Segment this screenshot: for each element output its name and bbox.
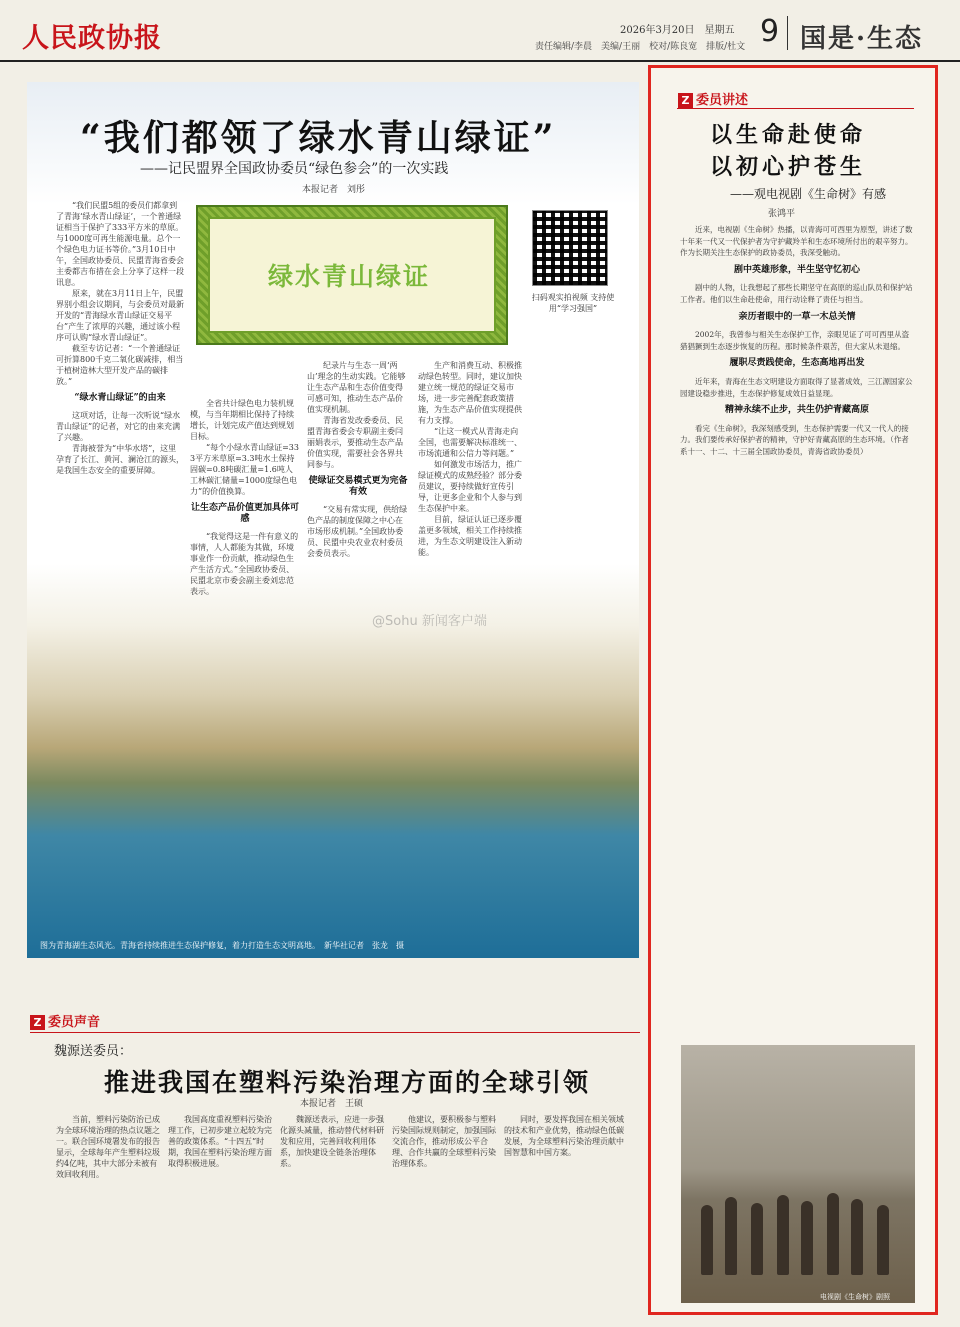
figure-silhouette bbox=[801, 1201, 813, 1275]
voice-column-1 bbox=[56, 1114, 160, 1322]
voice-column-2 bbox=[168, 1114, 272, 1322]
paragraph: 剧中的人物，让我想起了那些长期坚守在高原的巡山队员和保护站工作者。他们以生命赴使命，用行动诠释了责任与担当。 bbox=[680, 283, 913, 304]
masthead-divider bbox=[787, 16, 788, 50]
talk-tag-label: 委员讲述 bbox=[696, 93, 749, 108]
talk-section-tag bbox=[678, 89, 768, 107]
section-subhead: “绿水青山绿证”的由来 bbox=[74, 393, 166, 403]
paragraph: 如何激发市场活力，推广绿证模式的成熟经验？部分委员建议，要持续做好宣传引导，让更多企业和个人参与到生态保护中来。 bbox=[418, 460, 522, 513]
lead-column-1 bbox=[56, 200, 184, 705]
lead-byline: 本报记者 刘彤 bbox=[302, 185, 366, 195]
voice-column-3 bbox=[280, 1114, 384, 1322]
certificate-inner bbox=[208, 217, 496, 333]
lead-photo-caption: 图为青海湖生态风光。青海省持续推进生态保护修复，着力打造生态文明高地。 新华社记者 张龙 摄 bbox=[40, 941, 404, 950]
qr-code[interactable] bbox=[532, 210, 608, 286]
section-subhead: 使绿证交易模式更为完备有效 bbox=[308, 476, 408, 497]
voice-divider bbox=[30, 1032, 640, 1033]
certificate-text: 绿水青山绿证 bbox=[268, 262, 431, 291]
paragraph: 看完《生命树》，我深刻感受到，生态保护需要一代又一代人的接力。我们要传承好保护者的精神，守护好青藏高原的生态环境。（作者系十一、十二、十三届全国政协委员，青海省政协委员） bbox=[680, 423, 909, 456]
z-logo-icon: Z bbox=[30, 1015, 45, 1030]
section-subhead: 让生态产品价值更加具体可感 bbox=[190, 503, 299, 524]
talk-divider bbox=[677, 108, 914, 109]
paragraph: 近年来，青海在生态文明建设方面取得了显著成效，三江源国家公园建设稳步推进，生态保护修复成效日益显现。 bbox=[680, 376, 913, 398]
voice-headline: 推进我国在塑料污染治理方面的全球引领 bbox=[104, 1068, 591, 1097]
lead-subheadline: ——记民盟界全国政协委员“绿色参会”的一次实践 bbox=[140, 161, 449, 177]
paragraph: 生产和消费互动、积极推动绿色转型。同时，建议加快建立统一规范的绿证交易市场，进一步完善配套政策措施，为生态产品价值实现提供有力支撑。 bbox=[418, 361, 522, 425]
talk-author: 张鸿平 bbox=[768, 209, 796, 219]
paragraph: 纪录片与生态一周‘两山’理念的生动实践。它能够让生态产品和生态价值变得可感可知，推动生态产品价值实现机制。 bbox=[307, 361, 406, 414]
paragraph: 截至专访记者：“一个普通绿证可折算800千克二氧化碳减排，相当于植树造林大型开发产品的碳排放。” bbox=[56, 344, 184, 386]
talk-subheadline: ——观电视剧《生命树》有感 bbox=[730, 187, 887, 201]
section-subhead: 剧中英雄形象，半生坚守忆初心 bbox=[733, 264, 860, 275]
paragraph: “交易有常实现，供给绿色产品的制度保障之中心在市场形成机制。”全国政协委员、民盟中央农业农村委员会委员表示。 bbox=[307, 505, 408, 558]
paragraph: 同时，要发挥我国在相关领域的技术和产业优势，推动绿色低碳发展，为全球塑料污染治理贡献中国智慧和中国方案。 bbox=[504, 1115, 624, 1157]
paragraph: 当前，塑料污染防治已成为全球环境治理的热点议题之一。联合国环境署发布的报告显示，全球每年产生塑料垃圾约4亿吨，其中大部分未被有效回收利用。 bbox=[56, 1115, 160, 1179]
paragraph: 2002年，我曾参与相关生态保护工作，亲眼见证了可可西里从盗猎猖獗到生态逐步恢复的历程。那时候条件艰苦，但大家从未退缩。 bbox=[680, 330, 910, 351]
issue-date: 2026年3月20日 星期五 bbox=[620, 25, 735, 36]
figure-silhouette bbox=[725, 1197, 737, 1275]
figure-silhouette bbox=[851, 1199, 863, 1275]
paragraph: “我们民盟5组的委员们都拿到了青海‘绿水青山绿证’，一个普通绿证相当于保护了333平方米的草原。与1000度可再生能源电量。总个一个绿色电力证书等价。”3月10日中午，全国政协委员、民盟青海省委会主委都吉布措在会上分享了这样一段讯息。 bbox=[56, 201, 184, 287]
paragraph: 青海被誉为“中华水塔”，这里孕育了长江、黄河、澜沧江的源头，是我国生态安全的重要屏障。 bbox=[56, 444, 184, 475]
paragraph: “每个小绿水青山绿证=333平方米草原=3.3吨水土保持固碳=0.8吨碳汇量=1.6吨人工林碳汇储量=1000度绿色电力”的价值换算。 bbox=[190, 443, 299, 496]
paragraph: “让这一模式从青海走向全国，也需要解决标准统一、市场流通和公信力等问题。” bbox=[418, 427, 522, 458]
tv-drama-still-photo bbox=[681, 1045, 915, 1303]
page-number: 9 bbox=[760, 14, 780, 49]
voice-column-5 bbox=[504, 1114, 628, 1322]
figure-silhouette bbox=[751, 1203, 763, 1275]
section-subhead: 履职尽责践使命，生态高地再出发 bbox=[729, 358, 865, 369]
lead-column-4 bbox=[418, 360, 522, 700]
voice-tag-label: 委员声音 bbox=[48, 1015, 101, 1030]
figure-silhouette bbox=[877, 1205, 889, 1275]
paragraph: 他建议，要积极参与塑料污染国际规则制定，加强国际交流合作，推动形成公平合理、合作共赢的全球塑料污染治理体系。 bbox=[392, 1115, 496, 1168]
watermark: @Sohu 新闻客户端 bbox=[372, 614, 487, 629]
paragraph: 这项对话，让每一次听说“绿水青山绿证”的记者，对它的由来充满了兴趣。 bbox=[56, 411, 181, 442]
paragraph: 目前，绿证认证已逐步覆盖更多领域，相关工作持续推进，为生态文明建设注入新动能。 bbox=[418, 515, 522, 557]
figure-silhouette bbox=[701, 1205, 713, 1275]
talk-headline-line-1: 以生命赴使命 bbox=[710, 122, 867, 148]
paragraph: “我觉得这是一件有意义的事情，人人都能为其做，环境事业作一份贡献，推动绿色生产生活方式。”全国政协委员、民盟北京市委会副主委刘忠范表示。 bbox=[190, 532, 299, 596]
newspaper-title: 人民政协报 bbox=[22, 23, 162, 54]
voice-author: 魏源送委员： bbox=[54, 1044, 133, 1059]
talk-headline-line-2: 以初心护苍生 bbox=[710, 154, 867, 180]
figure-silhouette bbox=[777, 1195, 789, 1275]
editors-line: 责任编辑/李晨 美编/王丽 校对/陈良宽 排版/杜文 bbox=[535, 42, 746, 52]
paragraph: 魏源送表示，应进一步强化源头减量，推动替代材料研发和应用，完善回收利用体系，加快建设全链条治理体系。 bbox=[280, 1115, 384, 1168]
voice-byline: 本报记者 王硕 bbox=[300, 1099, 364, 1109]
paragraph: 近来，电视剧《生命树》热播，以青海可可西里为原型，讲述了数十年来一代又一代保护者为守护藏羚羊和生态环境所付出的艰辛努力。作为长期关注生态保护的政协委员，我深受触动。 bbox=[680, 225, 913, 258]
lead-column-3 bbox=[307, 360, 409, 700]
qr-caption: 扫码观实拍视频 支持使用“学习强国” bbox=[531, 293, 615, 313]
green-certificate-image bbox=[196, 205, 508, 345]
talk-photo-caption: 电视剧《生命树》剧照 bbox=[820, 1293, 890, 1301]
z-logo-icon: Z bbox=[678, 93, 693, 108]
section-subhead: 精神永续不止步，共生仍护青藏高原 bbox=[724, 405, 869, 416]
paragraph: 我国高度重视塑料污染治理工作，已初步建立起较为完善的政策体系。“十四五”时期，我国在塑料污染治理方面取得积极进展。 bbox=[168, 1115, 272, 1168]
voice-column-4 bbox=[392, 1114, 496, 1322]
paragraph: 原来，就在3月11日上午，民盟界别小组会议期间，与会委员对最新开发的“青海绿水青山绿证交易平台”产生了浓厚的兴趣，通过该小程序可认购“绿水青山绿证”。 bbox=[56, 289, 184, 342]
voice-section-tag bbox=[30, 1011, 110, 1029]
lead-headline: “我们都领了绿水青山绿证” bbox=[80, 117, 557, 159]
section-title: 国是·生态 bbox=[800, 24, 924, 54]
talk-body bbox=[680, 224, 914, 1024]
figure-silhouette bbox=[827, 1193, 839, 1275]
paragraph: 青海省发改委委员、民盟青海省委会专职副主委闫丽娟表示，要推动生态产品价值实现，需要社会各界共同参与。 bbox=[307, 416, 403, 469]
lead-column-2 bbox=[190, 398, 300, 698]
section-subhead: 亲历者眼中的一草一木总关情 bbox=[738, 311, 856, 322]
paragraph: 全省共计绿色电力装机规模，与当年期相比保持了持续增长，计划完成产值达到规划目标。 bbox=[190, 399, 294, 441]
